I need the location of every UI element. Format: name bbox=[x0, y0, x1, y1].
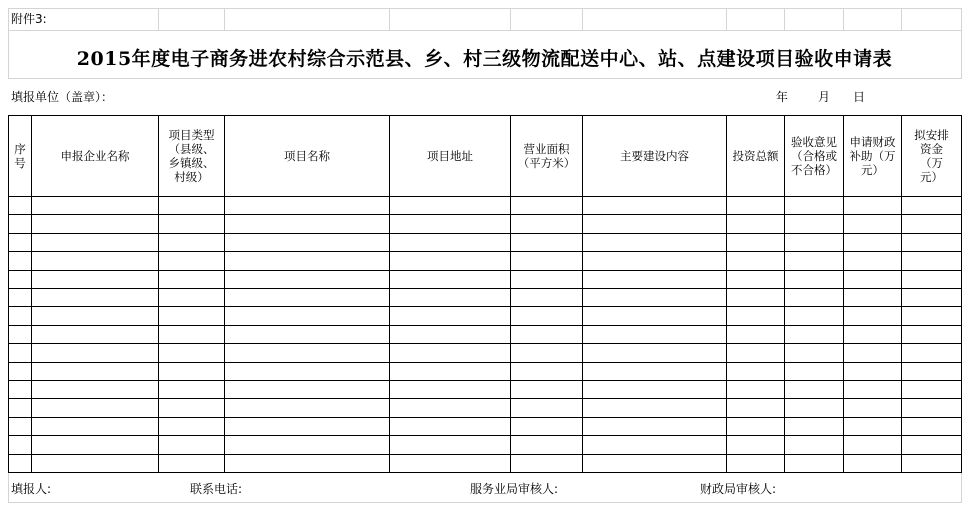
table-cell-name[interactable] bbox=[225, 455, 389, 472]
filler-person-label: 填报人: bbox=[11, 482, 52, 496]
table-cell-address[interactable] bbox=[390, 289, 510, 306]
table-cell-opinion[interactable] bbox=[785, 271, 843, 288]
table-cell-planned[interactable] bbox=[902, 436, 961, 453]
table-cell-company[interactable] bbox=[32, 271, 158, 288]
table-cell-seq[interactable] bbox=[9, 307, 31, 324]
table-cell-company[interactable] bbox=[32, 252, 158, 269]
table-cell-content[interactable] bbox=[583, 289, 726, 306]
table-cell-subsidy[interactable] bbox=[844, 399, 901, 416]
table-cell-planned[interactable] bbox=[902, 455, 961, 472]
table-cell-content[interactable] bbox=[583, 215, 726, 232]
table-cell-name[interactable] bbox=[225, 399, 389, 416]
table-cell-address[interactable] bbox=[390, 215, 510, 232]
table-cell-type[interactable] bbox=[159, 271, 224, 288]
table-cell-planned[interactable] bbox=[902, 197, 961, 214]
table-cell-investment[interactable] bbox=[727, 455, 784, 472]
table-cell-type[interactable] bbox=[159, 418, 224, 435]
table-cell-company[interactable] bbox=[32, 436, 158, 453]
table-cell-opinion[interactable] bbox=[785, 436, 843, 453]
table-cell-address[interactable] bbox=[390, 307, 510, 324]
table-cell-investment[interactable] bbox=[727, 252, 784, 269]
table-cell-type[interactable] bbox=[159, 344, 224, 361]
table-cell-investment[interactable] bbox=[727, 399, 784, 416]
contact-phone-label: 联系电话: bbox=[190, 482, 243, 496]
table-cell-subsidy[interactable] bbox=[844, 271, 901, 288]
column-header-planned: 拟安排 资金 （万 元） bbox=[914, 128, 949, 184]
column-header-opinion: 验收意见 （合格或 不合格） bbox=[791, 135, 837, 177]
column-header-company: 申报企业名称 bbox=[60, 149, 130, 163]
table-cell-planned[interactable] bbox=[902, 363, 961, 380]
service-bureau-reviewer-label: 服务业局审核人: bbox=[470, 482, 559, 496]
table-cell-subsidy[interactable] bbox=[844, 326, 901, 343]
table-cell-type[interactable] bbox=[159, 252, 224, 269]
table-cell-opinion[interactable] bbox=[785, 215, 843, 232]
table-cell-type[interactable] bbox=[159, 381, 224, 398]
table-cell-seq[interactable] bbox=[9, 252, 31, 269]
table-cell-name[interactable] bbox=[225, 215, 389, 232]
month-label: 月 bbox=[818, 90, 831, 104]
table-cell-seq[interactable] bbox=[9, 289, 31, 306]
column-header-content: 主要建设内容 bbox=[620, 149, 689, 163]
table-cell-planned[interactable] bbox=[902, 307, 961, 324]
table-cell-opinion[interactable] bbox=[785, 399, 843, 416]
table-cell-name[interactable] bbox=[225, 381, 389, 398]
table-cell-content[interactable] bbox=[583, 418, 726, 435]
table-cell-name[interactable] bbox=[225, 326, 389, 343]
table-cell-name[interactable] bbox=[225, 234, 389, 251]
table-cell-subsidy[interactable] bbox=[844, 215, 901, 232]
table-cell-opinion[interactable] bbox=[785, 363, 843, 380]
table-cell-type[interactable] bbox=[159, 326, 224, 343]
table-cell-area[interactable] bbox=[511, 271, 582, 288]
table-cell-seq[interactable] bbox=[9, 399, 31, 416]
table-cell-type[interactable] bbox=[159, 436, 224, 453]
table-cell-company[interactable] bbox=[32, 381, 158, 398]
table-cell-opinion[interactable] bbox=[785, 289, 843, 306]
table-cell-name[interactable] bbox=[225, 197, 389, 214]
table-cell-company[interactable] bbox=[32, 215, 158, 232]
table-cell-address[interactable] bbox=[390, 271, 510, 288]
table-cell-planned[interactable] bbox=[902, 418, 961, 435]
column-header-investment: 投资总额 bbox=[732, 149, 779, 163]
column-header-area: 营业面积 （平方米） bbox=[517, 142, 576, 170]
table-cell-area[interactable] bbox=[511, 326, 582, 343]
table-cell-opinion[interactable] bbox=[785, 326, 843, 343]
table-cell-investment[interactable] bbox=[727, 197, 784, 214]
table-cell-opinion[interactable] bbox=[785, 344, 843, 361]
table-cell-seq[interactable] bbox=[9, 215, 31, 232]
table-cell-content[interactable] bbox=[583, 271, 726, 288]
table-cell-area[interactable] bbox=[511, 418, 582, 435]
table-cell-name[interactable] bbox=[225, 436, 389, 453]
table-cell-address[interactable] bbox=[390, 455, 510, 472]
table-cell-investment[interactable] bbox=[727, 234, 784, 251]
table-cell-type[interactable] bbox=[159, 215, 224, 232]
table-cell-seq[interactable] bbox=[9, 436, 31, 453]
table-cell-content[interactable] bbox=[583, 363, 726, 380]
table-cell-seq[interactable] bbox=[9, 197, 31, 214]
table-cell-investment[interactable] bbox=[727, 215, 784, 232]
year-label: 年 bbox=[776, 90, 789, 104]
table-cell-content[interactable] bbox=[583, 436, 726, 453]
table-cell-planned[interactable] bbox=[902, 271, 961, 288]
table-cell-seq[interactable] bbox=[9, 381, 31, 398]
column-header-name: 项目名称 bbox=[284, 149, 330, 163]
table-cell-name[interactable] bbox=[225, 271, 389, 288]
table-cell-address[interactable] bbox=[390, 252, 510, 269]
table-cell-content[interactable] bbox=[583, 252, 726, 269]
table-cell-type[interactable] bbox=[159, 455, 224, 472]
table-cell-address[interactable] bbox=[390, 344, 510, 361]
table-cell-area[interactable] bbox=[511, 363, 582, 380]
table-cell-type[interactable] bbox=[159, 197, 224, 214]
table-cell-area[interactable] bbox=[511, 436, 582, 453]
column-border bbox=[961, 115, 962, 473]
table-cell-subsidy[interactable] bbox=[844, 307, 901, 324]
table-cell-seq[interactable] bbox=[9, 234, 31, 251]
table-cell-content[interactable] bbox=[583, 326, 726, 343]
table-cell-planned[interactable] bbox=[902, 289, 961, 306]
table-cell-planned[interactable] bbox=[902, 399, 961, 416]
form-title: 2015年度电子商务进农村综合示范县、乡、村三级物流配送中心、站、点建设项目验收申请表 bbox=[76, 48, 893, 70]
table-cell-subsidy[interactable] bbox=[844, 363, 901, 380]
table-cell-name[interactable] bbox=[225, 363, 389, 380]
table-cell-seq[interactable] bbox=[9, 363, 31, 380]
table-cell-opinion[interactable] bbox=[785, 381, 843, 398]
table-cell-area[interactable] bbox=[511, 455, 582, 472]
table-cell-investment[interactable] bbox=[727, 307, 784, 324]
table-cell-subsidy[interactable] bbox=[844, 344, 901, 361]
table-cell-subsidy[interactable] bbox=[844, 289, 901, 306]
table-cell-company[interactable] bbox=[32, 455, 158, 472]
table-cell-investment[interactable] bbox=[727, 363, 784, 380]
table-cell-area[interactable] bbox=[511, 197, 582, 214]
table-cell-content[interactable] bbox=[583, 455, 726, 472]
column-header-seq: 序 号 bbox=[14, 142, 26, 170]
filler-unit-label: 填报单位（盖章）： bbox=[11, 90, 114, 104]
finance-bureau-reviewer-label: 财政局审核人: bbox=[700, 482, 777, 496]
day-label: 日 bbox=[853, 90, 866, 104]
table-cell-area[interactable] bbox=[511, 399, 582, 416]
table-cell-type[interactable] bbox=[159, 363, 224, 380]
table-cell-address[interactable] bbox=[390, 436, 510, 453]
table-cell-subsidy[interactable] bbox=[844, 234, 901, 251]
table-cell-planned[interactable] bbox=[902, 234, 961, 251]
table-cell-subsidy[interactable] bbox=[844, 252, 901, 269]
table-cell-seq[interactable] bbox=[9, 418, 31, 435]
table-cell-area[interactable] bbox=[511, 381, 582, 398]
table-cell-address[interactable] bbox=[390, 234, 510, 251]
table-cell-seq[interactable] bbox=[9, 455, 31, 472]
table-cell-address[interactable] bbox=[390, 399, 510, 416]
table-cell-subsidy[interactable] bbox=[844, 436, 901, 453]
table-cell-subsidy[interactable] bbox=[844, 197, 901, 214]
table-cell-company[interactable] bbox=[32, 399, 158, 416]
table-cell-investment[interactable] bbox=[727, 271, 784, 288]
table-cell-type[interactable] bbox=[159, 234, 224, 251]
table-cell-seq[interactable] bbox=[9, 344, 31, 361]
table-cell-investment[interactable] bbox=[727, 418, 784, 435]
table-cell-company[interactable] bbox=[32, 307, 158, 324]
table-cell-planned[interactable] bbox=[902, 381, 961, 398]
table-cell-seq[interactable] bbox=[9, 326, 31, 343]
table-cell-content[interactable] bbox=[583, 197, 726, 214]
table-cell-name[interactable] bbox=[225, 307, 389, 324]
table-cell-company[interactable] bbox=[32, 344, 158, 361]
table-cell-name[interactable] bbox=[225, 418, 389, 435]
attachment-label: 附件3: bbox=[11, 12, 47, 26]
table-cell-opinion[interactable] bbox=[785, 418, 843, 435]
table-cell-address[interactable] bbox=[390, 326, 510, 343]
table-cell-address[interactable] bbox=[390, 418, 510, 435]
column-header-address: 项目地址 bbox=[427, 149, 473, 163]
table-cell-content[interactable] bbox=[583, 399, 726, 416]
table-cell-subsidy[interactable] bbox=[844, 381, 901, 398]
row-border bbox=[8, 472, 962, 473]
table-cell-type[interactable] bbox=[159, 399, 224, 416]
table-cell-planned[interactable] bbox=[902, 252, 961, 269]
table-cell-investment[interactable] bbox=[727, 326, 784, 343]
table-cell-opinion[interactable] bbox=[785, 197, 843, 214]
table-cell-area[interactable] bbox=[511, 234, 582, 251]
table-cell-opinion[interactable] bbox=[785, 307, 843, 324]
table-cell-content[interactable] bbox=[583, 381, 726, 398]
table-cell-subsidy[interactable] bbox=[844, 418, 901, 435]
table-cell-address[interactable] bbox=[390, 363, 510, 380]
table-cell-opinion[interactable] bbox=[785, 455, 843, 472]
table-cell-subsidy[interactable] bbox=[844, 455, 901, 472]
table-cell-content[interactable] bbox=[583, 307, 726, 324]
table-cell-content[interactable] bbox=[583, 344, 726, 361]
table-cell-planned[interactable] bbox=[902, 215, 961, 232]
table-cell-company[interactable] bbox=[32, 197, 158, 214]
table-cell-investment[interactable] bbox=[727, 436, 784, 453]
table-cell-name[interactable] bbox=[225, 289, 389, 306]
column-header-type: 项目类型 （县级、 乡镇级、 村级） bbox=[168, 128, 215, 184]
table-cell-opinion[interactable] bbox=[785, 234, 843, 251]
table-cell-address[interactable] bbox=[390, 197, 510, 214]
table-cell-investment[interactable] bbox=[727, 381, 784, 398]
table-cell-seq[interactable] bbox=[9, 271, 31, 288]
table-cell-company[interactable] bbox=[32, 363, 158, 380]
table-cell-type[interactable] bbox=[159, 307, 224, 324]
table-cell-area[interactable] bbox=[511, 344, 582, 361]
table-cell-investment[interactable] bbox=[727, 344, 784, 361]
table-cell-company[interactable] bbox=[32, 418, 158, 435]
table-cell-address[interactable] bbox=[390, 381, 510, 398]
table-cell-area[interactable] bbox=[511, 289, 582, 306]
table-cell-type[interactable] bbox=[159, 289, 224, 306]
table-cell-investment[interactable] bbox=[727, 289, 784, 306]
table-cell-name[interactable] bbox=[225, 344, 389, 361]
table-cell-company[interactable] bbox=[32, 326, 158, 343]
table-cell-opinion[interactable] bbox=[785, 252, 843, 269]
table-cell-content[interactable] bbox=[583, 234, 726, 251]
table-cell-planned[interactable] bbox=[902, 344, 961, 361]
table-cell-area[interactable] bbox=[511, 215, 582, 232]
table-cell-company[interactable] bbox=[32, 234, 158, 251]
table-cell-area[interactable] bbox=[511, 252, 582, 269]
column-header-subsidy: 申请财政 补助（万 元） bbox=[849, 135, 896, 177]
table-cell-name[interactable] bbox=[225, 252, 389, 269]
table-cell-company[interactable] bbox=[32, 289, 158, 306]
table-cell-area[interactable] bbox=[511, 307, 582, 324]
table-cell-planned[interactable] bbox=[902, 326, 961, 343]
